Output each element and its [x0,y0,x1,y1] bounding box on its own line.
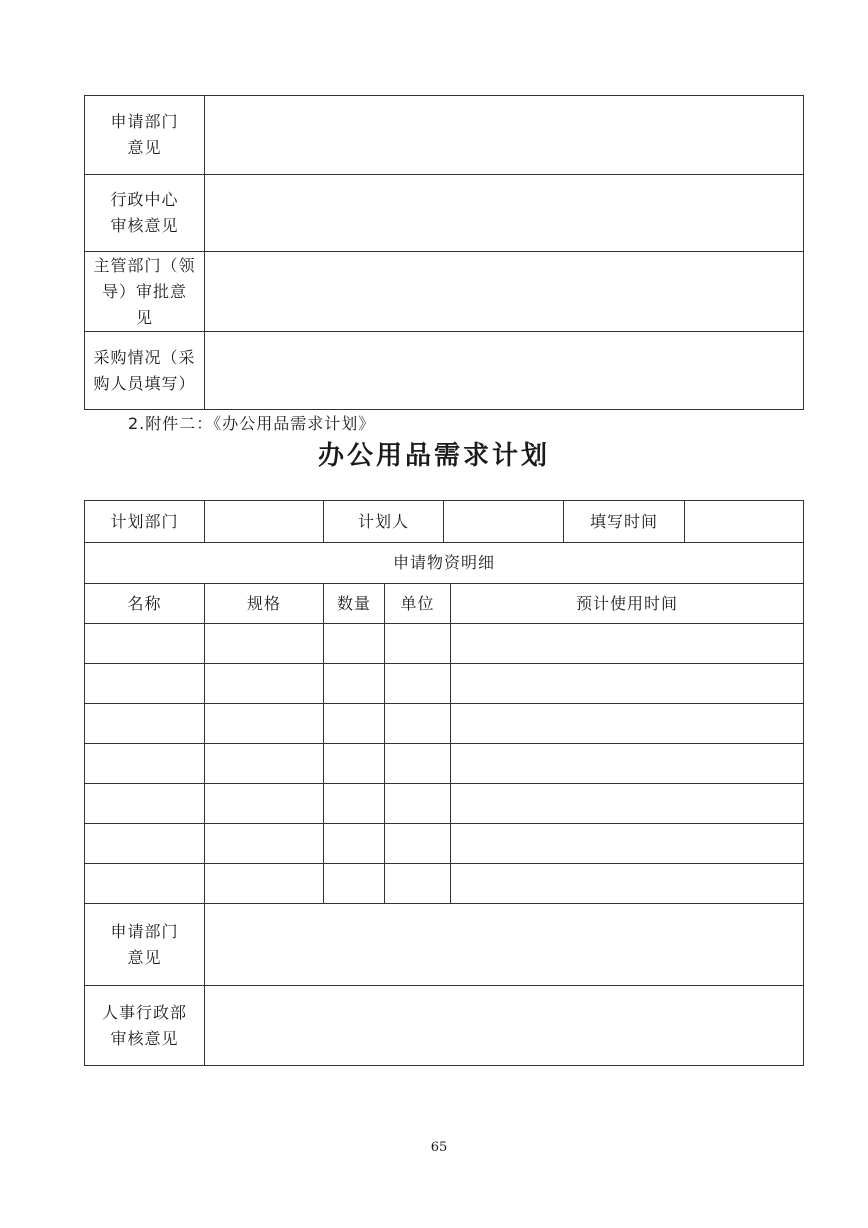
items-section-title: 申请物资明细 [85,543,804,584]
item-name-cell[interactable] [85,824,205,864]
opinion-row-supervisor [85,252,804,332]
item-quantity-cell[interactable] [324,824,385,864]
opinion-field-supervisor[interactable] [205,252,804,332]
item-quantity-cell[interactable] [324,744,385,784]
section-title-row [85,543,804,584]
opinion-field-procurement[interactable] [205,332,804,410]
opinion-row-department [85,96,804,175]
item-name-cell[interactable] [85,664,205,704]
page-number: 65 [430,1140,448,1155]
planner-field[interactable] [444,501,564,543]
item-name-cell[interactable] [85,864,205,904]
opinion-label-procurement: 采购情况（采 购人员填写） [85,332,205,410]
item-name-cell[interactable] [85,624,205,664]
plan-opinion-label-department: 申请部门 意见 [85,904,205,986]
item-use-time-cell[interactable] [451,624,804,664]
item-unit-cell[interactable] [385,824,451,864]
fill-date-field[interactable] [685,501,804,543]
plan-dept-label: 计划部门 [85,501,205,543]
item-use-time-cell[interactable] [451,744,804,784]
column-header-unit: 单位 [385,584,451,624]
supplies-plan-table [84,500,804,1066]
form-title: 办公用品需求计划 [317,441,550,471]
item-use-time-cell[interactable] [451,704,804,744]
opinion-row-admin-center [85,175,804,252]
item-spec-cell[interactable] [205,624,324,664]
item-unit-cell[interactable] [385,744,451,784]
column-header-name: 名称 [85,584,205,624]
opinion-row-procurement [85,332,804,410]
item-name-cell[interactable] [85,744,205,784]
opinion-label-admin-center: 行政中心 审核意见 [85,175,205,252]
item-row [85,864,804,904]
item-spec-cell[interactable] [205,664,324,704]
opinion-label-supervisor: 主管部门（领 导）审批意 见 [85,252,205,332]
item-unit-cell[interactable] [385,784,451,824]
plan-opinion-row-hr-admin [85,986,804,1066]
opinion-label-department: 申请部门 意见 [85,96,205,175]
attachment-caption: 2.附件二：《办公用品需求计划》 [128,414,376,433]
column-header-spec: 规格 [205,584,324,624]
item-spec-cell[interactable] [205,864,324,904]
opinion-field-admin-center[interactable] [205,175,804,252]
item-quantity-cell[interactable] [324,664,385,704]
item-unit-cell[interactable] [385,664,451,704]
item-row [85,784,804,824]
item-unit-cell[interactable] [385,624,451,664]
plan-opinion-row-department [85,904,804,986]
item-quantity-cell[interactable] [324,704,385,744]
item-row [85,744,804,784]
item-unit-cell[interactable] [385,704,451,744]
item-use-time-cell[interactable] [451,824,804,864]
item-name-cell[interactable] [85,704,205,744]
item-row [85,704,804,744]
column-header-quantity: 数量 [324,584,385,624]
item-row [85,624,804,664]
item-spec-cell[interactable] [205,744,324,784]
opinion-field-department[interactable] [205,96,804,175]
plan-header-row [85,501,804,543]
item-spec-cell[interactable] [205,784,324,824]
item-row [85,664,804,704]
item-quantity-cell[interactable] [324,624,385,664]
item-spec-cell[interactable] [205,704,324,744]
plan-dept-field[interactable] [205,501,324,543]
plan-opinion-label-hr-admin: 人事行政部 审核意见 [85,986,205,1066]
plan-opinion-field-department[interactable] [205,904,804,986]
column-header-use-time: 预计使用时间 [451,584,804,624]
item-name-cell[interactable] [85,784,205,824]
item-unit-cell[interactable] [385,864,451,904]
fill-date-label: 填写时间 [564,501,685,543]
item-spec-cell[interactable] [205,824,324,864]
item-use-time-cell[interactable] [451,664,804,704]
item-quantity-cell[interactable] [324,864,385,904]
item-use-time-cell[interactable] [451,864,804,904]
item-rows [85,624,804,904]
item-quantity-cell[interactable] [324,784,385,824]
item-use-time-cell[interactable] [451,784,804,824]
planner-label: 计划人 [324,501,444,543]
approval-opinions-table [84,95,804,410]
item-row [85,824,804,864]
plan-opinion-field-hr-admin[interactable] [205,986,804,1066]
items-column-header-row [85,584,804,624]
